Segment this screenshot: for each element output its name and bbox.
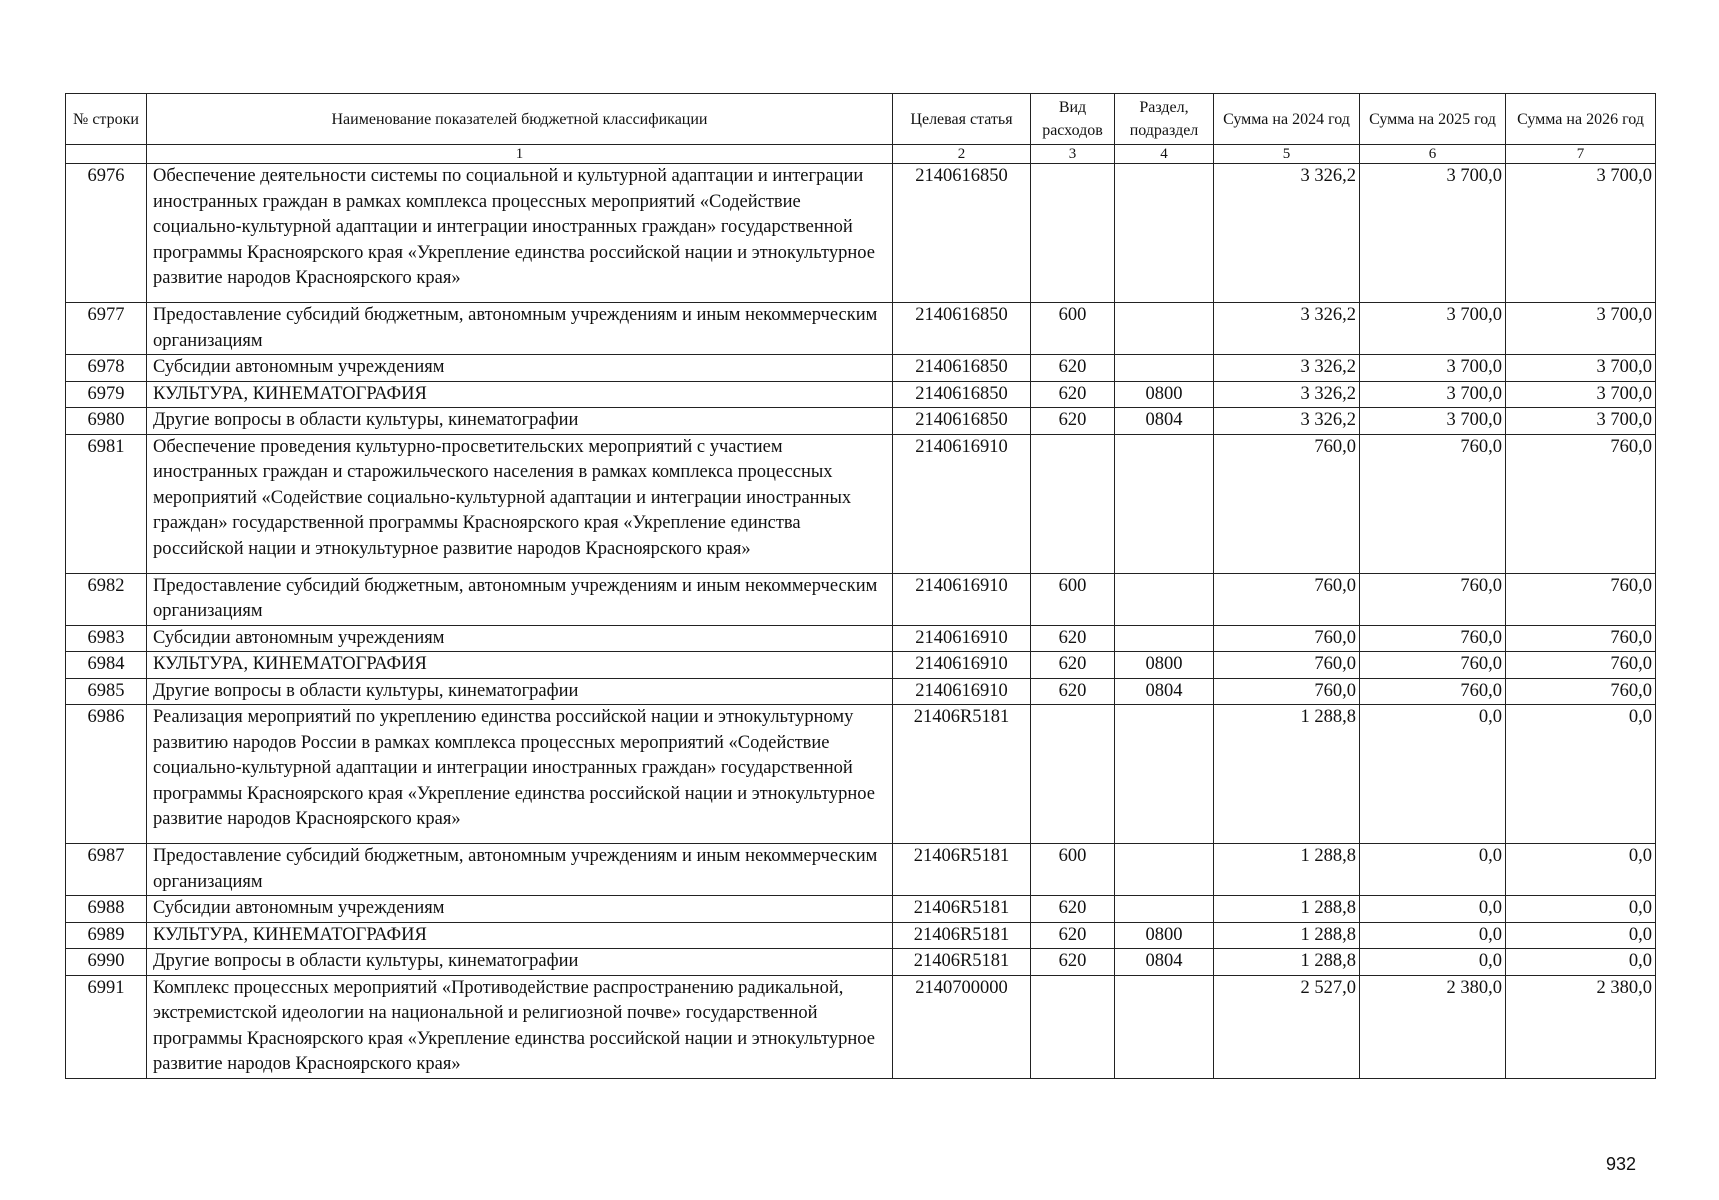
row-sum-2025: 0,0 bbox=[1360, 949, 1506, 976]
row-sum-2026: 0,0 bbox=[1506, 896, 1656, 923]
row-target-article: 21406R5181 bbox=[893, 949, 1031, 976]
row-section: 0800 bbox=[1115, 381, 1214, 408]
row-sum-2026: 760,0 bbox=[1506, 625, 1656, 652]
row-number: 6977 bbox=[66, 303, 147, 355]
row-expense-type: 620 bbox=[1031, 678, 1115, 705]
column-number-row bbox=[66, 145, 1656, 164]
row-number: 6986 bbox=[66, 705, 147, 844]
row-sum-2025: 3 700,0 bbox=[1360, 408, 1506, 435]
row-number: 6984 bbox=[66, 652, 147, 679]
row-sum-2024: 3 326,2 bbox=[1214, 355, 1360, 382]
row-number: 6979 bbox=[66, 381, 147, 408]
row-sum-2024: 3 326,2 bbox=[1214, 381, 1360, 408]
row-section bbox=[1115, 164, 1214, 303]
row-section: 0800 bbox=[1115, 652, 1214, 679]
row-expense-type: 620 bbox=[1031, 625, 1115, 652]
budget-table-container bbox=[65, 93, 1655, 1079]
row-expense-type: 600 bbox=[1031, 303, 1115, 355]
row-target-article: 2140616850 bbox=[893, 408, 1031, 435]
table-row bbox=[66, 573, 1656, 625]
table-row bbox=[66, 949, 1656, 976]
row-name: Обеспечение проведения культурно-просветительских мероприятий с участием иностранных граждан и старожильческого населения в рамках комплекса процессных мероприятий «Содействие социально-культурной адаптации и интеграции иностранных граждан» государственной программы Красноярского края «Укрепление единства российской нации и этнокультурное развитие народов Красноярского края» bbox=[147, 434, 893, 573]
table-row bbox=[66, 381, 1656, 408]
row-section bbox=[1115, 705, 1214, 844]
row-section: 0804 bbox=[1115, 408, 1214, 435]
row-expense-type: 620 bbox=[1031, 381, 1115, 408]
row-sum-2024: 760,0 bbox=[1214, 573, 1360, 625]
row-name: Другие вопросы в области культуры, кинематографии bbox=[147, 408, 893, 435]
table-body bbox=[66, 164, 1656, 1079]
row-target-article: 21406R5181 bbox=[893, 705, 1031, 844]
row-section bbox=[1115, 573, 1214, 625]
column-number: 1 bbox=[147, 145, 893, 164]
row-section: 0804 bbox=[1115, 678, 1214, 705]
header-row bbox=[66, 94, 1656, 145]
row-section bbox=[1115, 434, 1214, 573]
row-sum-2024: 3 326,2 bbox=[1214, 408, 1360, 435]
row-sum-2025: 2 380,0 bbox=[1360, 975, 1506, 1078]
row-name: Предоставление субсидий бюджетным, автономным учреждениям и иным некоммерческим организациям bbox=[147, 303, 893, 355]
table-row bbox=[66, 303, 1656, 355]
header-name: Наименование показателей бюджетной классификации bbox=[147, 94, 893, 145]
row-name: Субсидии автономным учреждениям bbox=[147, 896, 893, 923]
row-name: Обеспечение деятельности системы по социальной и культурной адаптации и интеграции иностранных граждан в рамках комплекса процессных мероприятий «Содействие социально-культурной адаптации и интеграции иностранных граждан» государственной программы Красноярского края «Укрепление единства российской нации и этнокультурное развитие народов Красноярского края» bbox=[147, 164, 893, 303]
row-number: 6991 bbox=[66, 975, 147, 1078]
row-sum-2024: 3 326,2 bbox=[1214, 164, 1360, 303]
row-expense-type bbox=[1031, 975, 1115, 1078]
row-expense-type: 620 bbox=[1031, 949, 1115, 976]
row-sum-2024: 3 326,2 bbox=[1214, 303, 1360, 355]
row-sum-2025: 760,0 bbox=[1360, 678, 1506, 705]
header-sum-2024: Сумма на 2024 год bbox=[1214, 94, 1360, 145]
table-row bbox=[66, 896, 1656, 923]
header-section: Раздел, подраздел bbox=[1115, 94, 1214, 145]
table-row bbox=[66, 625, 1656, 652]
row-section: 0804 bbox=[1115, 949, 1214, 976]
row-name: Другие вопросы в области культуры, кинематографии bbox=[147, 949, 893, 976]
row-section bbox=[1115, 844, 1214, 896]
table-row bbox=[66, 408, 1656, 435]
row-sum-2025: 0,0 bbox=[1360, 922, 1506, 949]
row-sum-2024: 760,0 bbox=[1214, 434, 1360, 573]
row-sum-2026: 760,0 bbox=[1506, 573, 1656, 625]
column-number: 2 bbox=[893, 145, 1031, 164]
row-sum-2026: 760,0 bbox=[1506, 652, 1656, 679]
table-row bbox=[66, 678, 1656, 705]
row-sum-2026: 0,0 bbox=[1506, 949, 1656, 976]
row-number: 6983 bbox=[66, 625, 147, 652]
row-section bbox=[1115, 355, 1214, 382]
row-sum-2025: 760,0 bbox=[1360, 573, 1506, 625]
row-expense-type bbox=[1031, 434, 1115, 573]
table-row bbox=[66, 922, 1656, 949]
row-target-article: 2140616910 bbox=[893, 434, 1031, 573]
row-sum-2025: 3 700,0 bbox=[1360, 164, 1506, 303]
row-number: 6985 bbox=[66, 678, 147, 705]
row-expense-type: 620 bbox=[1031, 355, 1115, 382]
column-number: 3 bbox=[1031, 145, 1115, 164]
column-number: 6 bbox=[1360, 145, 1506, 164]
row-number: 6978 bbox=[66, 355, 147, 382]
row-expense-type: 620 bbox=[1031, 408, 1115, 435]
row-sum-2026: 0,0 bbox=[1506, 922, 1656, 949]
row-name: Субсидии автономным учреждениям bbox=[147, 355, 893, 382]
row-sum-2024: 1 288,8 bbox=[1214, 949, 1360, 976]
row-target-article: 2140616910 bbox=[893, 652, 1031, 679]
row-sum-2024: 760,0 bbox=[1214, 678, 1360, 705]
header-sum-2025: Сумма на 2025 год bbox=[1360, 94, 1506, 145]
row-sum-2026: 2 380,0 bbox=[1506, 975, 1656, 1078]
row-name: Реализация мероприятий по укреплению единства российской нации и этнокультурному развитию народов России в рамках комплекса процессных мероприятий «Содействие социально-культурной адаптации и интеграции иностранных граждан» государственной программы Красноярского края «Укрепление единства российской нации и этнокультурное развитие народов Красноярского края» bbox=[147, 705, 893, 844]
header-target: Целевая статья bbox=[893, 94, 1031, 145]
row-number: 6981 bbox=[66, 434, 147, 573]
column-number: 7 bbox=[1506, 145, 1656, 164]
row-number: 6989 bbox=[66, 922, 147, 949]
row-target-article: 21406R5181 bbox=[893, 922, 1031, 949]
table-row bbox=[66, 975, 1656, 1078]
row-sum-2024: 2 527,0 bbox=[1214, 975, 1360, 1078]
row-sum-2025: 0,0 bbox=[1360, 844, 1506, 896]
row-name: Предоставление субсидий бюджетным, автономным учреждениям и иным некоммерческим организациям bbox=[147, 573, 893, 625]
row-target-article: 21406R5181 bbox=[893, 896, 1031, 923]
header-row-no: № строки bbox=[66, 94, 147, 145]
row-number: 6988 bbox=[66, 896, 147, 923]
row-sum-2026: 0,0 bbox=[1506, 844, 1656, 896]
row-sum-2026: 760,0 bbox=[1506, 678, 1656, 705]
row-sum-2024: 1 288,8 bbox=[1214, 844, 1360, 896]
row-sum-2026: 3 700,0 bbox=[1506, 408, 1656, 435]
row-name: КУЛЬТУРА, КИНЕМАТОГРАФИЯ bbox=[147, 922, 893, 949]
table-row bbox=[66, 164, 1656, 303]
row-section bbox=[1115, 896, 1214, 923]
table-row bbox=[66, 705, 1656, 844]
row-number: 6980 bbox=[66, 408, 147, 435]
row-expense-type bbox=[1031, 164, 1115, 303]
page-number: 932 bbox=[1606, 1154, 1637, 1174]
row-section: 0800 bbox=[1115, 922, 1214, 949]
row-target-article: 2140700000 bbox=[893, 975, 1031, 1078]
row-sum-2024: 1 288,8 bbox=[1214, 896, 1360, 923]
row-sum-2025: 760,0 bbox=[1360, 652, 1506, 679]
row-expense-type bbox=[1031, 705, 1115, 844]
row-name: Предоставление субсидий бюджетным, автономным учреждениям и иным некоммерческим организациям bbox=[147, 844, 893, 896]
row-target-article: 2140616850 bbox=[893, 355, 1031, 382]
budget-classification-table bbox=[65, 93, 1656, 1079]
row-sum-2026: 760,0 bbox=[1506, 434, 1656, 573]
row-number: 6990 bbox=[66, 949, 147, 976]
row-target-article: 2140616850 bbox=[893, 303, 1031, 355]
row-target-article: 2140616910 bbox=[893, 573, 1031, 625]
row-expense-type: 620 bbox=[1031, 922, 1115, 949]
row-sum-2025: 0,0 bbox=[1360, 896, 1506, 923]
row-sum-2025: 3 700,0 bbox=[1360, 303, 1506, 355]
row-sum-2026: 0,0 bbox=[1506, 705, 1656, 844]
row-sum-2025: 760,0 bbox=[1360, 625, 1506, 652]
row-name: Комплекс процессных мероприятий «Противодействие распространению радикальной, экстремистской идеологии на национальной и религиозной почве» государственной программы Красноярского края «Укрепление единства российской нации и этнокультурное развитие народов Красноярского края» bbox=[147, 975, 893, 1078]
row-expense-type: 600 bbox=[1031, 573, 1115, 625]
row-sum-2024: 1 288,8 bbox=[1214, 922, 1360, 949]
row-target-article: 21406R5181 bbox=[893, 844, 1031, 896]
row-sum-2025: 760,0 bbox=[1360, 434, 1506, 573]
row-name: КУЛЬТУРА, КИНЕМАТОГРАФИЯ bbox=[147, 381, 893, 408]
row-section bbox=[1115, 975, 1214, 1078]
header-sum-2026: Сумма на 2026 год bbox=[1506, 94, 1656, 145]
row-section bbox=[1115, 303, 1214, 355]
row-section bbox=[1115, 625, 1214, 652]
row-number: 6987 bbox=[66, 844, 147, 896]
row-sum-2024: 1 288,8 bbox=[1214, 705, 1360, 844]
row-target-article: 2140616850 bbox=[893, 381, 1031, 408]
row-sum-2026: 3 700,0 bbox=[1506, 164, 1656, 303]
row-name: КУЛЬТУРА, КИНЕМАТОГРАФИЯ bbox=[147, 652, 893, 679]
row-target-article: 2140616910 bbox=[893, 678, 1031, 705]
column-number bbox=[66, 145, 147, 164]
row-expense-type: 620 bbox=[1031, 652, 1115, 679]
row-sum-2026: 3 700,0 bbox=[1506, 303, 1656, 355]
row-sum-2025: 3 700,0 bbox=[1360, 355, 1506, 382]
table-row bbox=[66, 355, 1656, 382]
row-number: 6982 bbox=[66, 573, 147, 625]
row-expense-type: 600 bbox=[1031, 844, 1115, 896]
row-target-article: 2140616910 bbox=[893, 625, 1031, 652]
row-sum-2026: 3 700,0 bbox=[1506, 355, 1656, 382]
row-name: Субсидии автономным учреждениям bbox=[147, 625, 893, 652]
table-row bbox=[66, 844, 1656, 896]
row-sum-2024: 760,0 bbox=[1214, 625, 1360, 652]
header-expense-type: Вид расходов bbox=[1031, 94, 1115, 145]
column-number: 5 bbox=[1214, 145, 1360, 164]
row-sum-2024: 760,0 bbox=[1214, 652, 1360, 679]
row-target-article: 2140616850 bbox=[893, 164, 1031, 303]
row-sum-2026: 3 700,0 bbox=[1506, 381, 1656, 408]
row-name: Другие вопросы в области культуры, кинематографии bbox=[147, 678, 893, 705]
row-sum-2025: 3 700,0 bbox=[1360, 381, 1506, 408]
table-row bbox=[66, 434, 1656, 573]
column-number: 4 bbox=[1115, 145, 1214, 164]
row-expense-type: 620 bbox=[1031, 896, 1115, 923]
row-sum-2025: 0,0 bbox=[1360, 705, 1506, 844]
table-row bbox=[66, 652, 1656, 679]
row-number: 6976 bbox=[66, 164, 147, 303]
